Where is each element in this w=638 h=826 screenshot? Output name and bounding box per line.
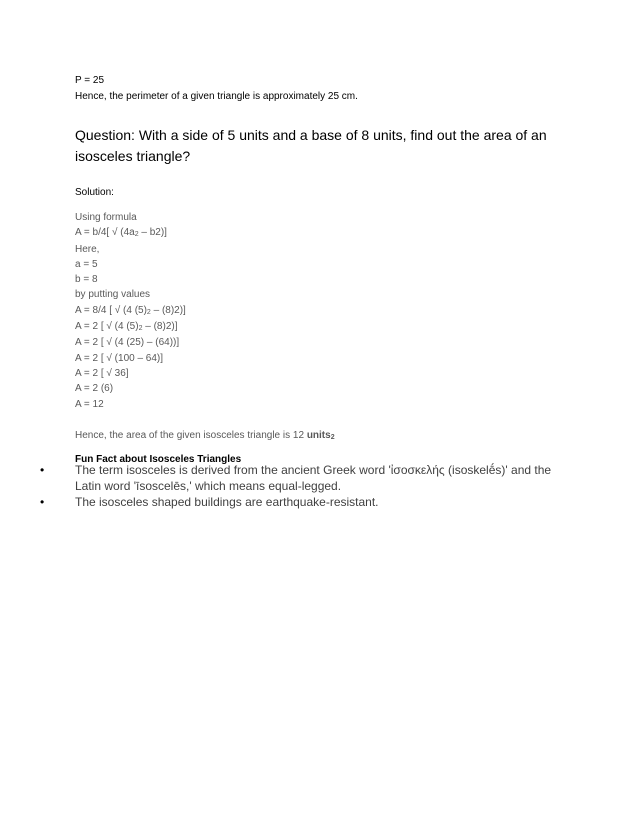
solution-step: A = 2 [ √ (4 (25) – (64))] bbox=[75, 337, 180, 349]
solution-step: A = 2 [ √ 36] bbox=[75, 367, 129, 379]
solution-step: A = 2 [ √ (100 – 64)] bbox=[75, 352, 164, 364]
solution-step: Using formula bbox=[75, 212, 137, 223]
solution-step: A = 12 bbox=[75, 398, 104, 410]
question-text: Question: With a side of 5 units and a base of 8 units, find out the area of an isosceles triangle? bbox=[75, 127, 547, 164]
fun-fact-text: The isosceles shaped buildings are earthquake-resistant. bbox=[75, 495, 379, 509]
solution-step: b = 8 bbox=[75, 274, 98, 286]
solution-step: A = b/4[ √ $(4a_2 - b2)$] bbox=[75, 227, 167, 239]
solution-step: A = 8/4 [ √ (4 $(5)_2 - (8)2$)] bbox=[75, 304, 186, 316]
bullet-icon: • bbox=[40, 463, 45, 477]
fun-fact-item bbox=[40, 462, 580, 494]
perimeter-value: P = 25 bbox=[75, 75, 105, 86]
area-unit: units$_2$ bbox=[306, 429, 335, 441]
bullet-icon: • bbox=[40, 495, 45, 509]
fun-fact-item bbox=[40, 494, 580, 510]
solution-steps bbox=[75, 210, 575, 412]
page-content bbox=[75, 73, 575, 467]
fun-fact-heading: Fun Fact about Isosceles Triangles bbox=[75, 453, 242, 465]
solution-step: by putting values bbox=[75, 289, 151, 301]
solution-step: a = 5 bbox=[75, 258, 98, 270]
solution-step: Here, bbox=[75, 243, 100, 255]
fun-fact-list bbox=[40, 462, 580, 510]
solution-label: Solution: bbox=[75, 187, 114, 198]
fun-fact-text: The term isosceles is derived from the ancient Greek word 'ἰσοσκελής (isoskelḗs)' and the Latin word 'īsoscelēs,' which means equal-legged. bbox=[75, 463, 552, 493]
solution-step: A = 2 (6) bbox=[75, 383, 114, 395]
area-conclusion: Hence, the area of the given isosceles triangle is 12 units$_2$ bbox=[75, 429, 335, 441]
solution-step: A = 2 [ √ (4 $(5)_2 - (8)2$)] bbox=[75, 321, 178, 333]
perimeter-conclusion: Hence, the perimeter of a given triangle is approximately 25 cm. bbox=[75, 91, 358, 102]
